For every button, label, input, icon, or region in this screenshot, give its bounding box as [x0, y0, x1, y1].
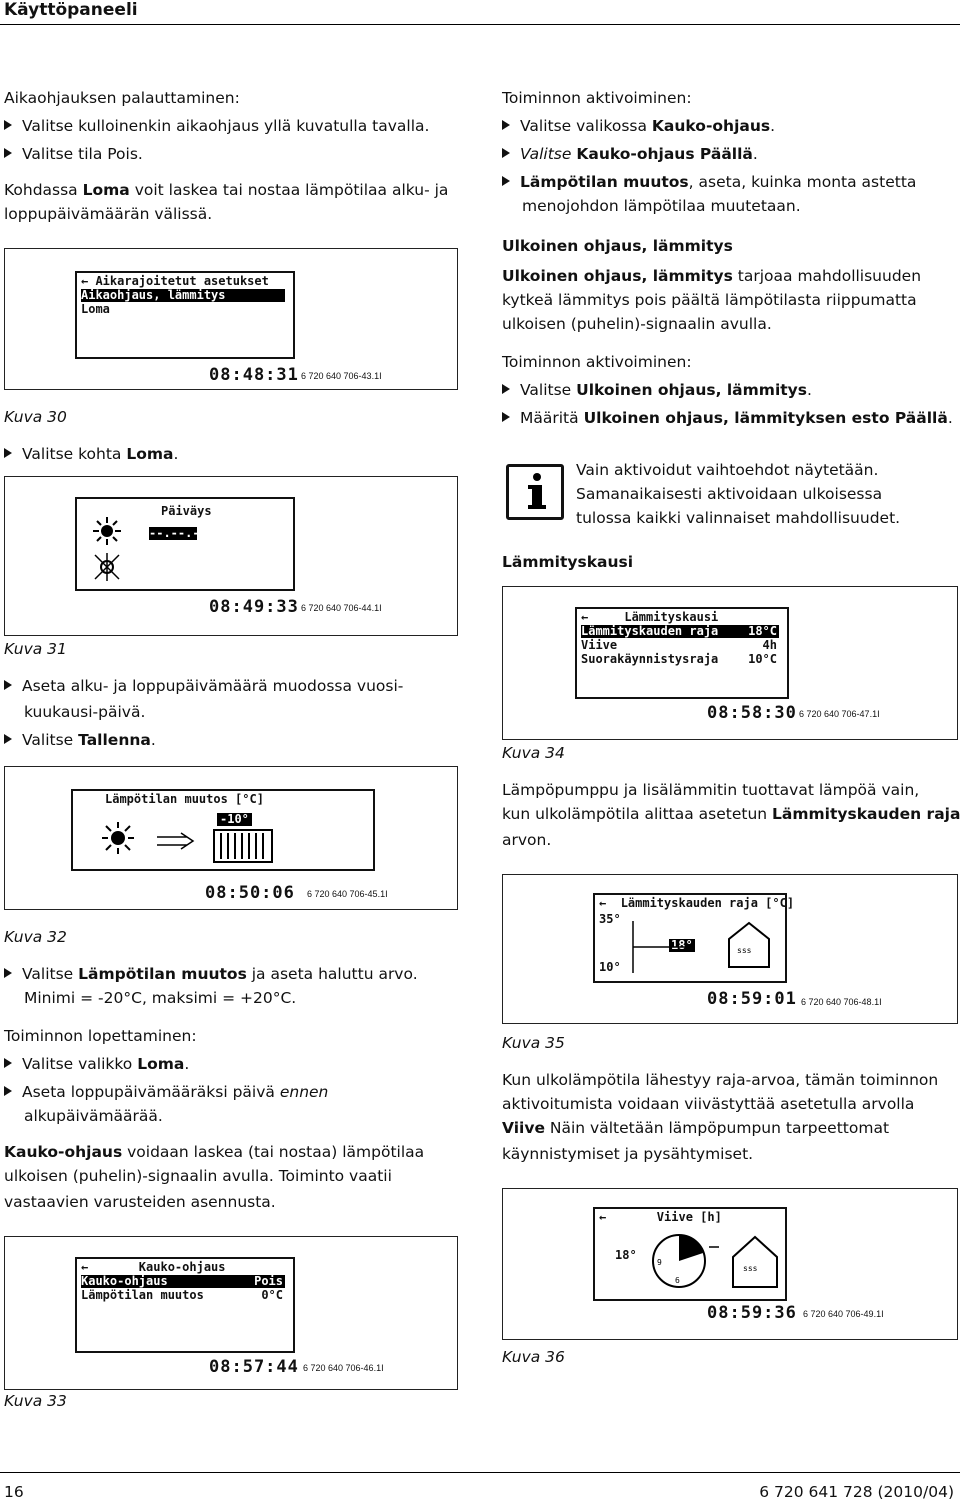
right-para-3: Toiminnon aktivoiminen:	[502, 353, 692, 371]
info-note-line-1: Vain aktivoidut vaihtoehdot näytetään.	[576, 461, 879, 479]
right-para-4: Lämpöpumppu ja lisälämmitin tuottavat lämpöä vain,	[502, 781, 920, 799]
temp-value: 18°	[615, 1248, 637, 1262]
footer-rule	[0, 1472, 960, 1473]
figure-30	[4, 248, 458, 390]
figure-31-caption: Kuva 31	[4, 640, 67, 658]
right-para-2b: kytkeä lämmitys pois päältä lämpötilasta riippumatta	[502, 291, 917, 309]
upper-limit: 35°	[599, 912, 621, 926]
svg-text:sss: sss	[743, 1264, 758, 1273]
page-header-title: Käyttöpaneeli	[4, 0, 138, 20]
left-bullet-8: Aseta loppupäivämääräksi päivä ennen	[4, 1082, 328, 1102]
arrow-icon	[157, 831, 197, 851]
left-para-2: Kohdassa Loma voit laskea tai nostaa lämpötilaa alku- ja	[4, 181, 449, 199]
clock-display: 08:57:44	[209, 1357, 299, 1377]
document-id: 6 720 641 728 (2010/04)	[759, 1483, 954, 1501]
clock-display: 08:48:31	[209, 365, 299, 385]
right-para-4b: kun ulkolämpötila alittaa asetetun Lämmityskauden raja	[502, 805, 960, 823]
clock-display: 08:50:06	[205, 883, 295, 903]
right-bullet-5: Määritä Ulkoinen ohjaus, lämmityksen esto Päällä.	[502, 408, 953, 428]
left-bullet-2: Valitse tila Pois.	[4, 144, 143, 164]
left-bullet-4: Aseta alku- ja loppupäivämäärä muodossa vuosi-	[4, 676, 403, 696]
left-bullet-4b: kuukausi-päivä.	[24, 703, 146, 721]
left-para-3: Toiminnon lopettaminen:	[4, 1027, 197, 1045]
figure-code: 6 720 640 706-45.1I	[307, 889, 388, 899]
figure-code: 6 720 640 706-43.1I	[301, 371, 382, 381]
right-para-2: Ulkoinen ohjaus, lämmitys tarjoaa mahdollisuuden	[502, 267, 922, 285]
lcd-title: Päiväys	[161, 504, 212, 518]
threshold-value: 18°	[671, 938, 693, 952]
clock-display: 08:49:33	[209, 597, 299, 617]
info-note-line-3: tulossa kaikki valinnaiset mahdollisuudet.	[576, 509, 901, 527]
figure-31	[4, 476, 458, 636]
lcd-row: Loma	[81, 302, 110, 316]
lcd-screen	[75, 497, 295, 591]
clock-display: 08:59:01	[707, 989, 797, 1009]
lcd-screen	[75, 271, 295, 359]
left-bullet-1: Valitse kulloinenkin aikaohjaus yllä kuvatulla tavalla.	[4, 116, 429, 136]
lcd-row: Viive 4h	[581, 638, 777, 652]
figure-34	[502, 586, 958, 740]
figure-30-caption: Kuva 30	[4, 408, 67, 426]
lower-limit: 10°	[599, 960, 621, 974]
sun-icon	[91, 517, 131, 587]
figure-36	[502, 1188, 958, 1340]
lcd-row-selected: Lämmityskauden raja 18°C	[581, 624, 777, 638]
right-heading-2: Lämmityskausi	[502, 553, 634, 571]
lcd-title: ← Lämmityskauden raja [°C]	[599, 896, 795, 910]
lcd-title: ← Aikarajoitetut asetukset	[81, 274, 269, 288]
lcd-title: Lämpötilan muutos [°C]	[105, 792, 264, 806]
left-bullet-8b: alkupäivämäärää.	[24, 1107, 163, 1125]
right-para-5c: Viive Näin vältetään lämpöpumpun tarpeettomat	[502, 1119, 890, 1137]
lcd-screen	[593, 893, 795, 983]
info-note-line-2: Samanaikaisesti aktivoidaan ulkoisessa	[576, 485, 883, 503]
left-para-1: Aikaohjauksen palauttaminen:	[4, 89, 240, 107]
lcd-row: Lämpötilan muutos 0°C	[81, 1288, 283, 1302]
right-bullet-3b: menojohdon lämpötilaa muutetaan.	[522, 197, 801, 215]
left-bullet-3: Valitse kohta Loma.	[4, 444, 178, 464]
header-rule	[0, 24, 960, 25]
lcd-row-selected: Aikaohjaus, lämmitys	[81, 289, 285, 302]
right-para-2c: ulkoisen (puhelin)-signaalin avulla.	[502, 315, 772, 333]
right-para-5d: käynnistymiset ja pysähtymiset.	[502, 1145, 754, 1163]
svg-text:9: 9	[657, 1258, 662, 1267]
lcd-row: Suorakäynnistysraja 10°C	[581, 652, 777, 666]
figure-code: 6 720 640 706-48.1I	[801, 997, 882, 1007]
right-heading-1: Ulkoinen ohjaus, lämmitys	[502, 237, 733, 255]
info-icon	[506, 464, 564, 520]
right-para-4c: arvon.	[502, 831, 552, 849]
svg-text:sss: sss	[737, 946, 752, 955]
figure-33	[4, 1236, 458, 1390]
figure-code: 6 720 640 706-47.1I	[799, 709, 880, 719]
figure-34-caption: Kuva 34	[502, 744, 565, 762]
clock-delay-icon	[649, 1227, 779, 1293]
lcd-row-selected: Kauko-ohjaus Pois	[81, 1274, 283, 1288]
left-para-2b: loppupäivämäärän välissä.	[4, 205, 213, 223]
clock-display: 08:59:36	[707, 1303, 797, 1323]
lcd-screen	[75, 1257, 295, 1353]
clock-display: 08:58:30	[707, 703, 797, 723]
right-para-5: Kun ulkolämpötila lähestyy raja-arvoa, tämän toiminnon	[502, 1071, 939, 1089]
figure-33-caption: Kuva 33	[4, 1392, 67, 1410]
figure-32	[4, 766, 458, 910]
figure-32-caption: Kuva 32	[4, 928, 67, 946]
lcd-title: ← Kauko-ohjaus	[81, 1260, 226, 1274]
figure-code: 6 720 640 706-44.1I	[301, 603, 382, 613]
figure-35-caption: Kuva 35	[502, 1034, 565, 1052]
left-bullet-6: Valitse Lämpötilan muutos ja aseta haluttu arvo.	[4, 964, 418, 984]
left-bullet-7: Valitse valikko Loma.	[4, 1054, 189, 1074]
page-number: 16	[4, 1483, 24, 1501]
radiator-icon	[213, 829, 273, 863]
lcd-title: ← Viive [h]	[599, 1210, 722, 1224]
threshold-graph-icon	[629, 917, 779, 977]
left-para-4: Kauko-ohjaus voidaan laskea (tai nostaa) lämpötilaa	[4, 1143, 425, 1161]
left-bullet-6b: Minimi = -20°C, maksimi = +20°C.	[24, 989, 297, 1007]
temp-change-value: -10°	[217, 813, 252, 826]
lcd-screen	[575, 607, 789, 699]
right-bullet-2: Valitse Kauko-ohjaus Päällä.	[502, 144, 758, 164]
lcd-screen	[71, 789, 375, 871]
right-para-1: Toiminnon aktivoiminen:	[502, 89, 692, 107]
left-para-4b: ulkoisen (puhelin)-signaalin avulla. Toiminto vaatii	[4, 1167, 392, 1185]
figure-code: 6 720 640 706-49.1I	[803, 1309, 884, 1319]
svg-text:6: 6	[675, 1276, 680, 1285]
date-value: --.--.--	[149, 526, 207, 540]
lcd-title: ← Lämmityskausi	[581, 610, 719, 624]
left-para-4c: vastaavien varusteiden asennusta.	[4, 1193, 276, 1211]
figure-36-caption: Kuva 36	[502, 1348, 565, 1366]
right-bullet-1: Valitse valikossa Kauko-ohjaus.	[502, 116, 775, 136]
left-bullet-5: Valitse Tallenna.	[4, 730, 156, 750]
right-bullet-4: Valitse Ulkoinen ohjaus, lämmitys.	[502, 380, 812, 400]
sun-icon	[101, 821, 135, 855]
right-bullet-3: Lämpötilan muutos, aseta, kuinka monta astetta	[502, 172, 916, 192]
right-para-5b: aktivoitumista voidaan viivästyttää asetetulla arvolla	[502, 1095, 915, 1113]
figure-code: 6 720 640 706-46.1I	[303, 1363, 384, 1373]
figure-35	[502, 874, 958, 1024]
lcd-screen	[593, 1207, 787, 1301]
